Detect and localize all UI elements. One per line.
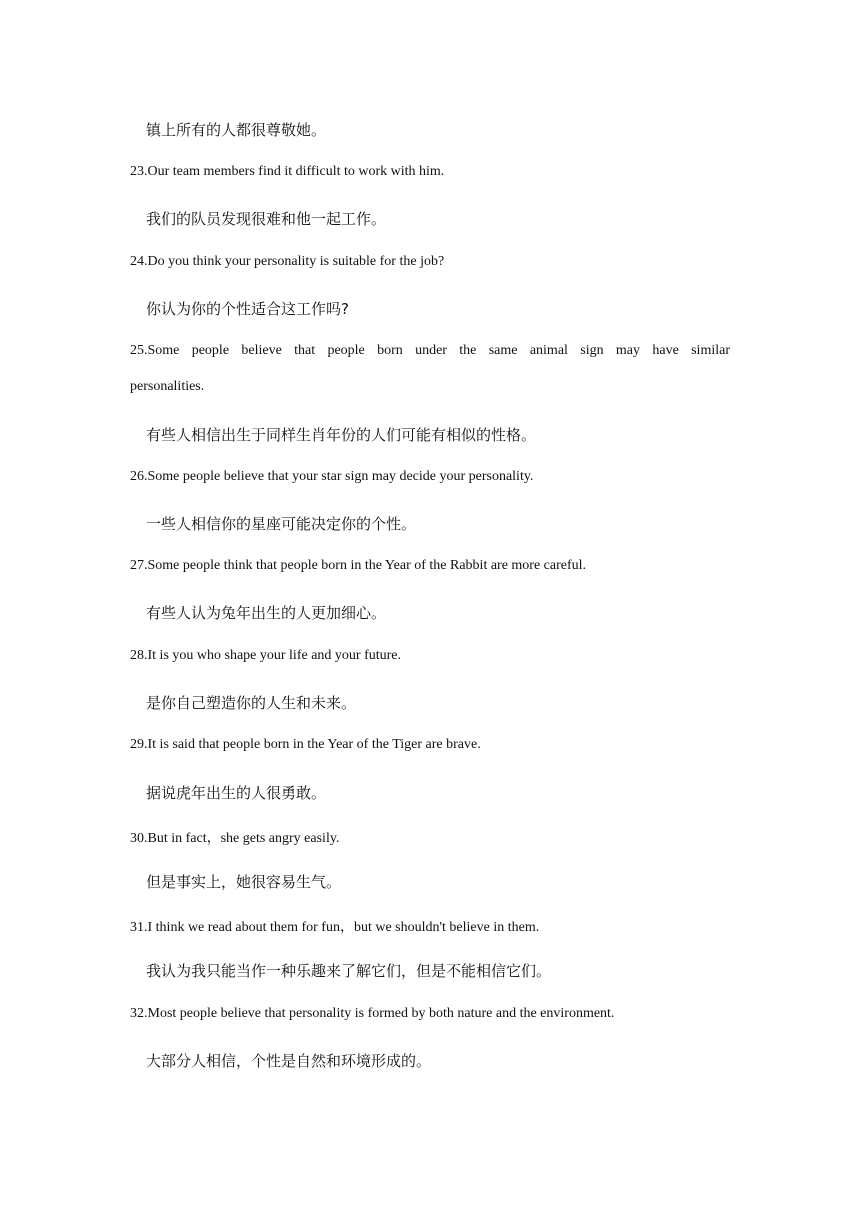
translation-28: 是你自己塑造你的人生和未来。 (146, 694, 357, 712)
sentence-26: 26.Some people believe that your star sign may decide your personality. (130, 469, 534, 484)
sentence-24: 24.Do you think your personality is suitable for the job? (130, 254, 445, 269)
sentence-30: 30.But in fact，she gets angry easily. (130, 831, 340, 846)
translation-29: 据说虎年出生的人很勇敢。 (146, 784, 327, 802)
translation-25: 有些人相信出生于同样生肖年份的人们可能有相似的性格。 (146, 426, 537, 444)
sentence-29: 29.It is said that people born in the Year of the Tiger are brave. (130, 737, 481, 752)
sentence-25-line-1: 25.Some people believe that people born under the same animal sign may have similar (130, 343, 730, 358)
sentence-28: 28.It is you who shape your life and your future. (130, 648, 401, 663)
sentence-31: 31.I think we read about them for fun，but we shouldn't believe in them. (130, 920, 540, 935)
translation-26: 一些人相信你的星座可能决定你的个性。 (146, 515, 417, 533)
translation-23: 我们的队员发现很难和他一起工作。 (146, 210, 387, 228)
sentence-25-line-2: personalities. (130, 379, 205, 394)
translation-32: 大部分人相信，个性是自然和环境形成的。 (146, 1052, 432, 1070)
sentence-23: 23.Our team members find it difficult to work with him. (130, 164, 445, 179)
translation-27: 有些人认为兔年出生的人更加细心。 (146, 604, 387, 622)
translation-line: 镇上所有的人都很尊敬她。 (146, 121, 327, 139)
sentence-27: 27.Some people think that people born in the Year of the Rabbit are more careful. (130, 558, 587, 573)
translation-30: 但是事实上，她很容易生气。 (146, 873, 342, 891)
translation-24: 你认为你的个性适合这工作吗? (146, 300, 349, 318)
sentence-32: 32.Most people believe that personality is formed by both nature and the environment. (130, 1006, 615, 1021)
translation-31: 我认为我只能当作一种乐趣来了解它们，但是不能相信它们。 (146, 962, 552, 980)
